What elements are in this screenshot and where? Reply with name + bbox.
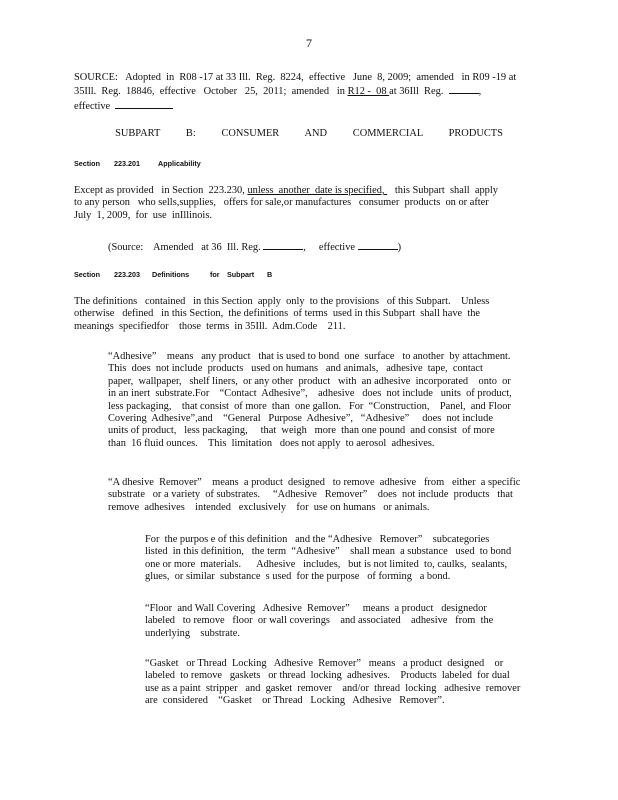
subpart-heading: SUBPART B: CONSUMER AND COMMERCIAL PRODUCTS — [115, 128, 503, 139]
source-line-2: 35Ill. Reg. 18846, effective October 25, 2011; amended in R12 - 08 at 36Ill Reg. , — [74, 86, 482, 98]
page-number: 7 — [306, 36, 312, 50]
section-203-heading: Section 223.203 Definitions for Subpart B — [74, 270, 273, 279]
reg-volume-blank — [263, 240, 303, 250]
remover-subcategories-paragraph: For the purpos e of this definition and the “Adhesive Remover” subcategories listed in this definition, the term “Adhesive” shall mean a substance used to bond one or more materials. Adhesive includes, but is not limited to, caulks, sealants, glues, or similar substance s used for the purpose of forming a bond. — [145, 534, 512, 583]
section-201-heading: Section 223.201 Applicability — [74, 159, 201, 168]
source-line-1: SOURCE: Adopted in R08 -17 at 33 Ill. Reg. 8224, effective June 8, 2009; amended in R09 -19 at — [74, 72, 517, 83]
adhesive-remover-definition: “A dhesive Remover” means a product designed to remove adhesive from either a specific substrate or a variety of substrates. “Adhesive Remover” does not include products that remove adhesives intended exclusively for use on humans or animals. — [108, 477, 521, 513]
adhesive-definition: “Adhesive” means any product that is used to bond one surface to another by attachment. This does not include products used on humans and animals, adhesive tape, contact paper, wallpaper, shelf liners, or any other product with an adhesive incorporated onto or in an inert substrate.For “Contact Adhesive”, adhesive does not include units of product, less packaging, that consist of more than one gallon. For “Construction, Panel, and Floor Covering Adhesive”,and “General Purpose Adhesive”, “Adhesive” does not include units of product, less packaging, that weigh more than one pound and consist of more than 16 fluid ounces. This limitation does not apply to aerosol adhesives. — [108, 351, 512, 449]
effective-blank — [358, 240, 398, 250]
reg-blank — [449, 84, 479, 94]
floor-wall-remover-definition: “Floor and Wall Covering Adhesive Remover” means a product designedor labeled to remove floor or wall coverings and associated adhesive from the underlying substrate. — [145, 603, 494, 639]
amended-source-note: (Source: Amended at 36 Ill. Reg. , effective ) — [108, 242, 402, 253]
effective-date-blank — [115, 99, 173, 109]
gasket-remover-definition: “Gasket or Thread Locking Adhesive Remover” means a product designed or labeled to remove gaskets or thread locking adhesives. Products labeled for dual use as a paint stripper and gasket remover and/or thread locking adhesive remover are considered “Gasket or Thread Locking Adhesive Remover”. — [145, 658, 521, 707]
source-note — [74, 72, 542, 113]
source-line-3: effective — [74, 99, 542, 113]
docket-number: R12 - 08 — [347, 86, 390, 98]
applicability-paragraph: Except as provided in Section 223.230, unless another date is specified, this Subpart shall apply to any person who sells,supplies, offers for sale,or manufactures consumer products on or after July 1, 2009, for use inIllinois. — [74, 185, 498, 221]
definitions-intro: The definitions contained in this Section apply only to the provisions of this Subpart. Unless otherwise defined in this Section, the definitions of terms used in this Subpart shall have the meanings specifiedfor those terms in 35Ill. Adm.Code 211. — [74, 296, 490, 332]
